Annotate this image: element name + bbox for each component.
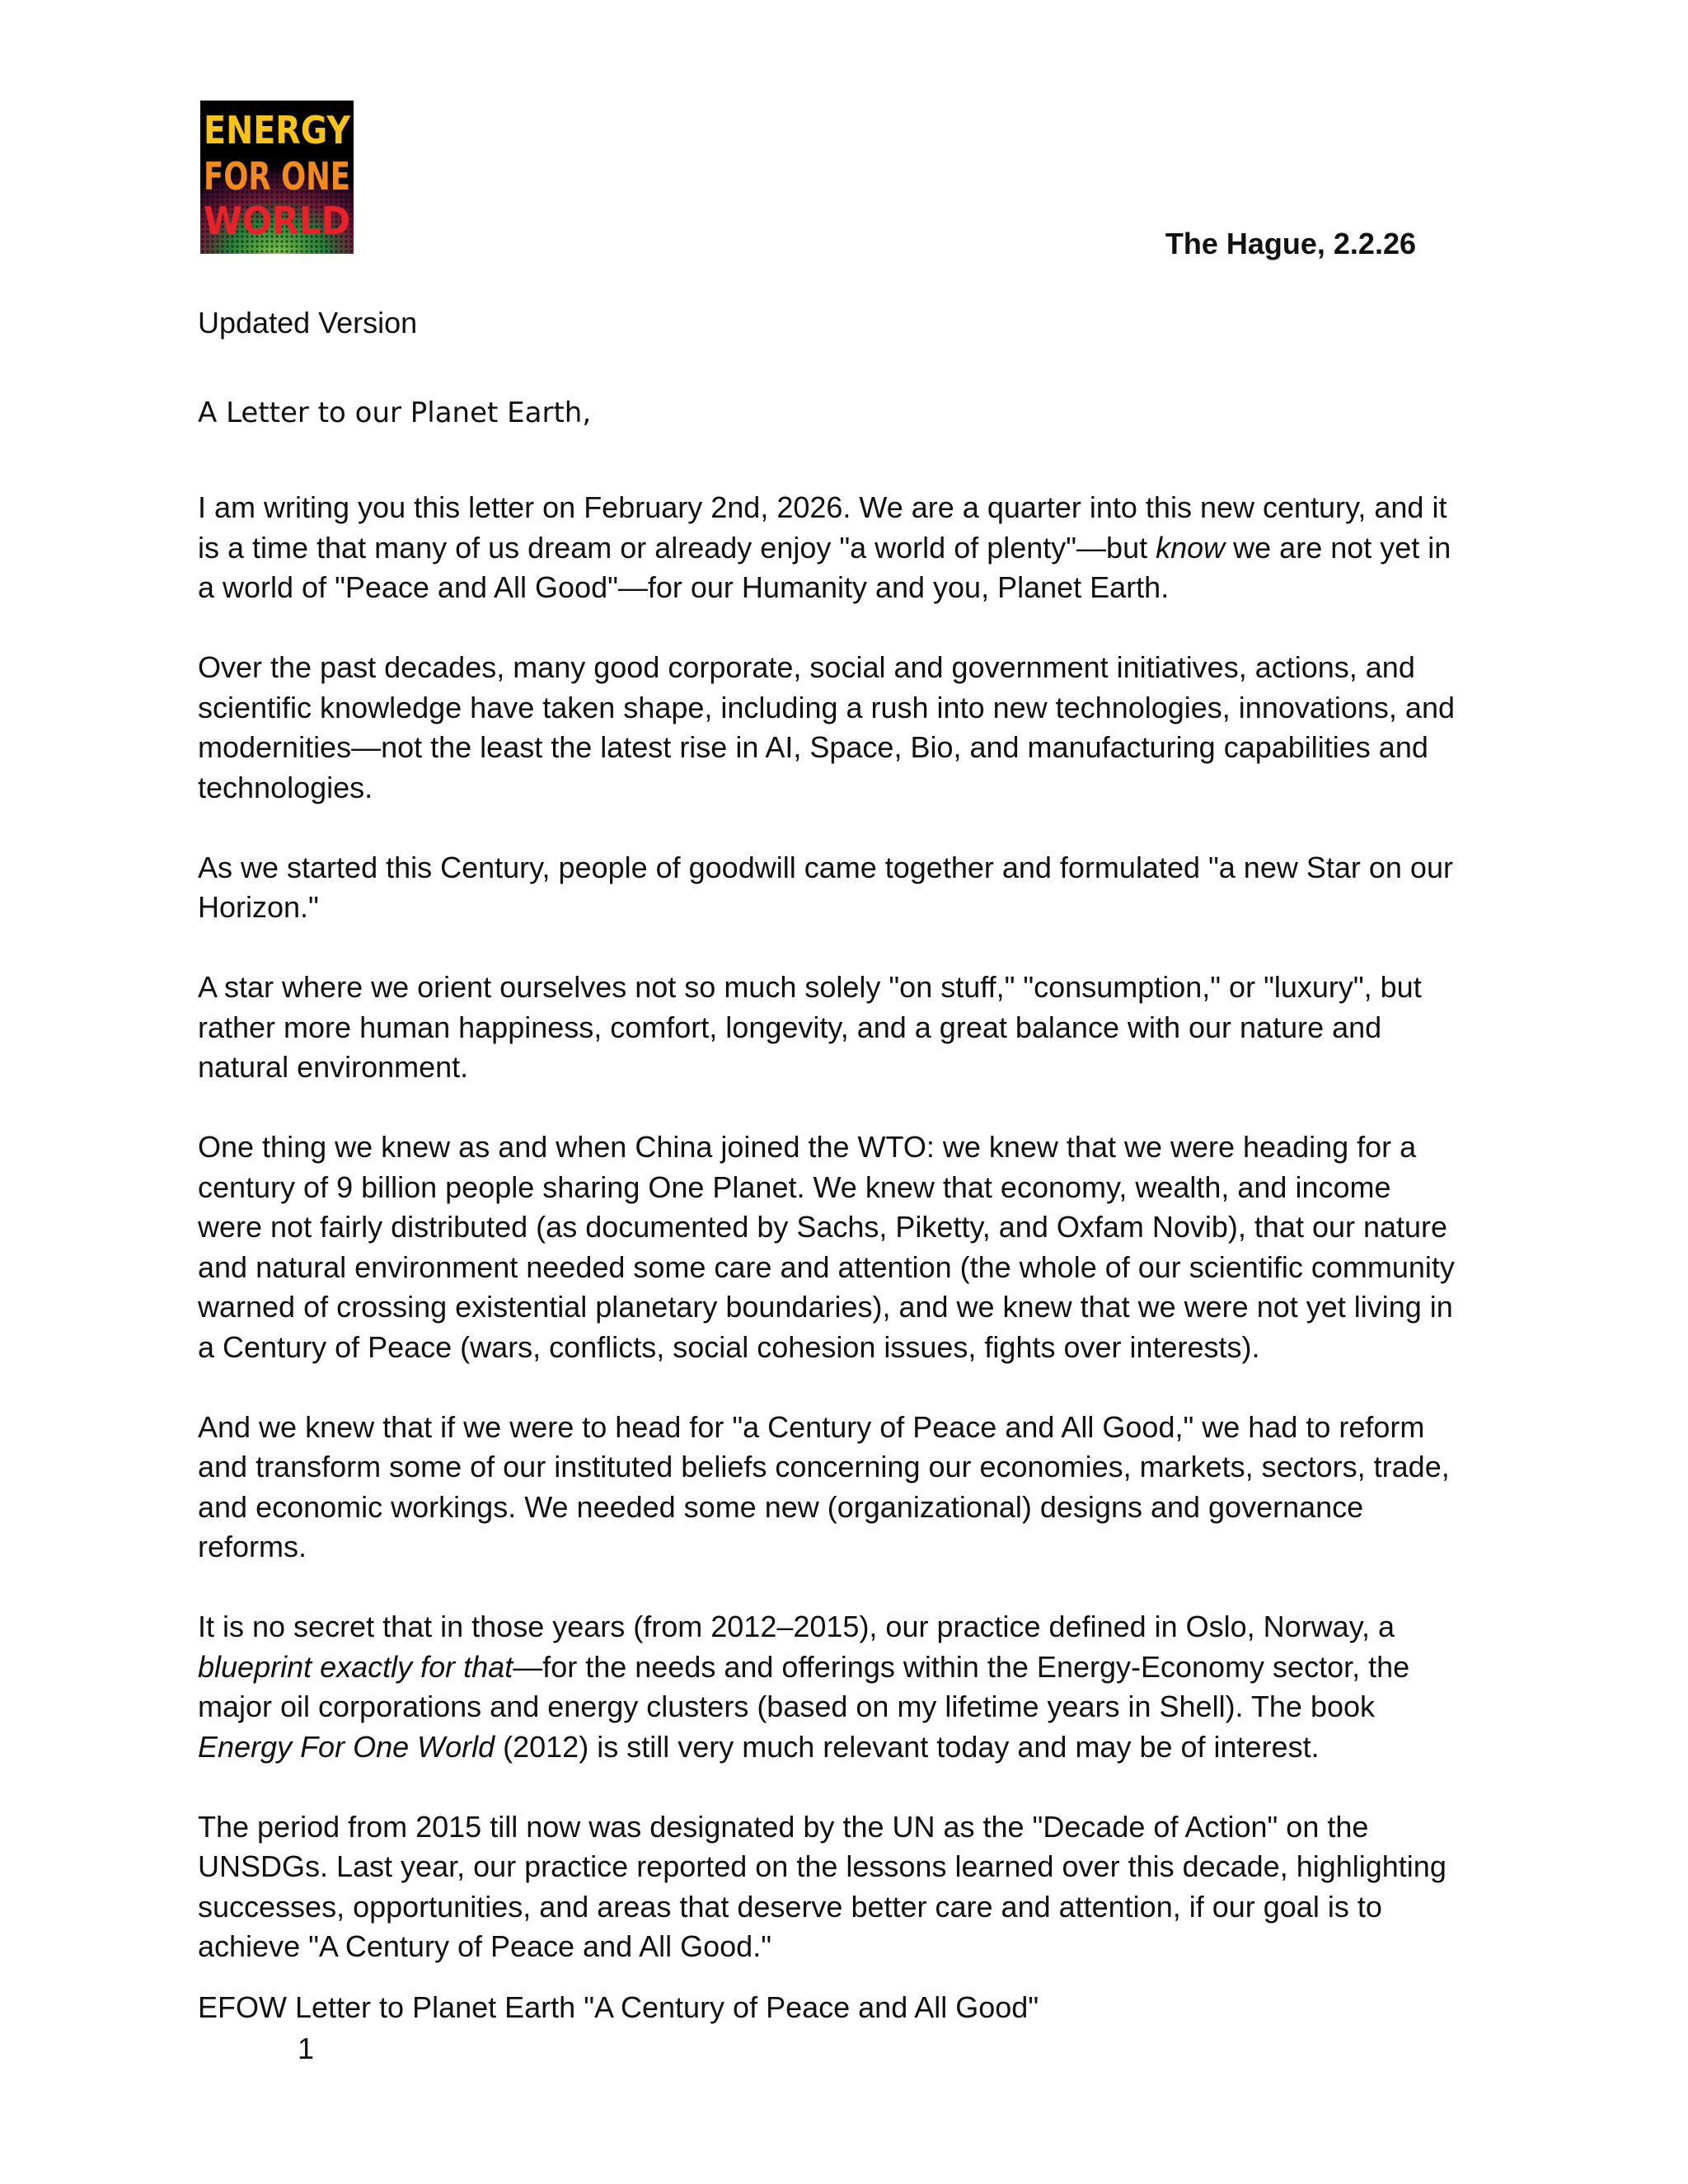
emphasis-run: Energy For One World xyxy=(198,1729,495,1764)
paragraph-line xyxy=(198,1287,1500,1328)
paragraph-line xyxy=(198,1647,1500,1688)
paragraph xyxy=(198,648,1500,808)
paragraph-line xyxy=(198,1527,1500,1568)
text-run: One thing we knew as and when China joined the WTO: we knew that we were heading for a xyxy=(198,1130,1417,1164)
paragraph-line xyxy=(198,1607,1500,1647)
paragraph-line xyxy=(198,888,1500,928)
logo-line: WORLD xyxy=(204,199,350,243)
paragraph-line xyxy=(198,1847,1500,1887)
paragraph-line xyxy=(198,768,1500,808)
paragraph-line xyxy=(198,848,1500,888)
text-run: I am writing you this letter on February 2nd, 2026. We are a quarter into this new century, and it xyxy=(198,490,1447,524)
paragraph-line xyxy=(198,1127,1500,1168)
paragraph xyxy=(198,848,1500,928)
paragraph-line xyxy=(198,1047,1500,1088)
paragraph-line xyxy=(198,1168,1500,1208)
paragraph xyxy=(198,968,1500,1088)
logo-line: ENERGY xyxy=(204,108,351,152)
text-run: is a time that many of us dream or already enjoy "a world of plenty"—but xyxy=(198,530,1156,565)
text-run: modernities—not the least the latest rise in AI, Space, Bio, and manufacturing capabilities and xyxy=(198,730,1428,764)
paragraph-line xyxy=(198,528,1500,569)
text-run: major oil corporations and energy clusters (based on my lifetime years in Shell). The book xyxy=(198,1690,1376,1723)
text-run: rather more human happiness, comfort, longevity, and a great balance with our nature and xyxy=(198,1010,1382,1044)
paragraph-line xyxy=(198,648,1500,688)
paragraph-line xyxy=(198,1008,1500,1048)
paragraph-line xyxy=(198,1927,1500,1967)
text-run: (2012) is still very much relevant today and may be of interest. xyxy=(495,1729,1320,1764)
paragraph-line xyxy=(198,1488,1500,1528)
paragraph xyxy=(198,488,1500,608)
text-run: scientific knowledge have taken shape, including a rush into new technologies, innovations, and xyxy=(198,690,1455,724)
text-run: A star where we orient ourselves not so much solely "on stuff," "consumption," or "luxury", but xyxy=(198,970,1422,1004)
text-run: The period from 2015 till now was designated by the UN as the "Decade of Action" on the xyxy=(198,1809,1369,1844)
text-run: technologies. xyxy=(198,770,373,804)
paragraph-line xyxy=(198,688,1500,729)
text-run: It is no secret that in those years (from 2012–2015), our practice defined in Oslo, Norway, a xyxy=(198,1610,1395,1643)
text-run: a world of "Peace and All Good"—for our Humanity and you, Planet Earth. xyxy=(198,570,1170,604)
paragraph-line xyxy=(198,1887,1500,1928)
text-run: UNSDGs. Last year, our practice reported on the lessons learned over this decade, highlighting xyxy=(198,1849,1447,1883)
text-run: we are not yet in xyxy=(1225,530,1451,565)
paragraph-line xyxy=(198,568,1500,608)
paragraph-line xyxy=(198,1727,1500,1768)
text-run: reforms. xyxy=(198,1530,307,1563)
logo-line: FOR ONE xyxy=(204,154,350,199)
paragraph xyxy=(198,1408,1500,1568)
dateline: The Hague, 2.2.26 xyxy=(1165,227,1416,260)
text-run: century of 9 billion people sharing One Planet. We knew that economy, wealth, and income xyxy=(198,1169,1391,1204)
paragraph-line xyxy=(198,1447,1500,1488)
paragraph xyxy=(198,1607,1500,1767)
text-run: and transform some of our instituted beliefs concerning our economies, markets, sectors, trade, xyxy=(198,1450,1450,1483)
paragraph xyxy=(198,1127,1500,1367)
paragraph-line xyxy=(198,1687,1500,1727)
paragraph-line xyxy=(198,1408,1500,1448)
text-run: warned of crossing existential planetary boundaries), and we knew that we were not yet living in xyxy=(198,1290,1453,1324)
text-run: successes, opportunities, and areas that deserve better care and attention, if our goal is to xyxy=(198,1889,1382,1924)
paragraph-line xyxy=(198,1248,1500,1288)
paragraph-line xyxy=(198,488,1500,528)
text-run: Horizon." xyxy=(198,890,319,924)
page-number: 1 xyxy=(298,2032,315,2065)
text-run: a Century of Peace (wars, conflicts, social cohesion issues, fights over interests). xyxy=(198,1329,1260,1364)
text-run: Over the past decades, many good corporate, social and government initiatives, actions, and xyxy=(198,650,1415,684)
text-run: As we started this Century, people of goodwill came together and formulated "a new Star on our xyxy=(198,850,1453,884)
salutation: A Letter to our Planet Earth, xyxy=(198,396,592,429)
paragraph xyxy=(198,1807,1500,1967)
paragraph-line xyxy=(198,1807,1500,1848)
paragraph-line xyxy=(198,1328,1500,1368)
paragraph-line xyxy=(198,728,1500,768)
text-run: achieve "A Century of Peace and All Good." xyxy=(198,1929,771,1963)
text-run: And we knew that if we were to head for "a Century of Peace and All Good," we had to reform xyxy=(198,1409,1425,1444)
paragraph-line xyxy=(198,1207,1500,1248)
letter-body xyxy=(198,488,1500,2007)
text-run: and economic workings. We needed some new (organizational) designs and governance xyxy=(198,1489,1364,1524)
text-run: were not fairly distributed (as documented by Sachs, Piketty, and Oxfam Novib), that our nature xyxy=(198,1210,1448,1244)
paragraph-line xyxy=(198,968,1500,1008)
version-note: Updated Version xyxy=(198,306,418,340)
footer-title: EFOW Letter to Planet Earth "A Century of Peace and All Good" xyxy=(198,1990,1039,2024)
text-run: natural environment. xyxy=(198,1050,469,1084)
emphasis-run: blueprint exactly for that xyxy=(198,1649,513,1684)
emphasis-run: know xyxy=(1156,530,1226,565)
text-run: —for the needs and offerings within the Energy-Economy sector, the xyxy=(513,1649,1410,1684)
text-run: and natural environment needed some care and attention (the whole of our scientific community xyxy=(198,1249,1455,1284)
energy-for-one-world-logo xyxy=(200,101,354,254)
